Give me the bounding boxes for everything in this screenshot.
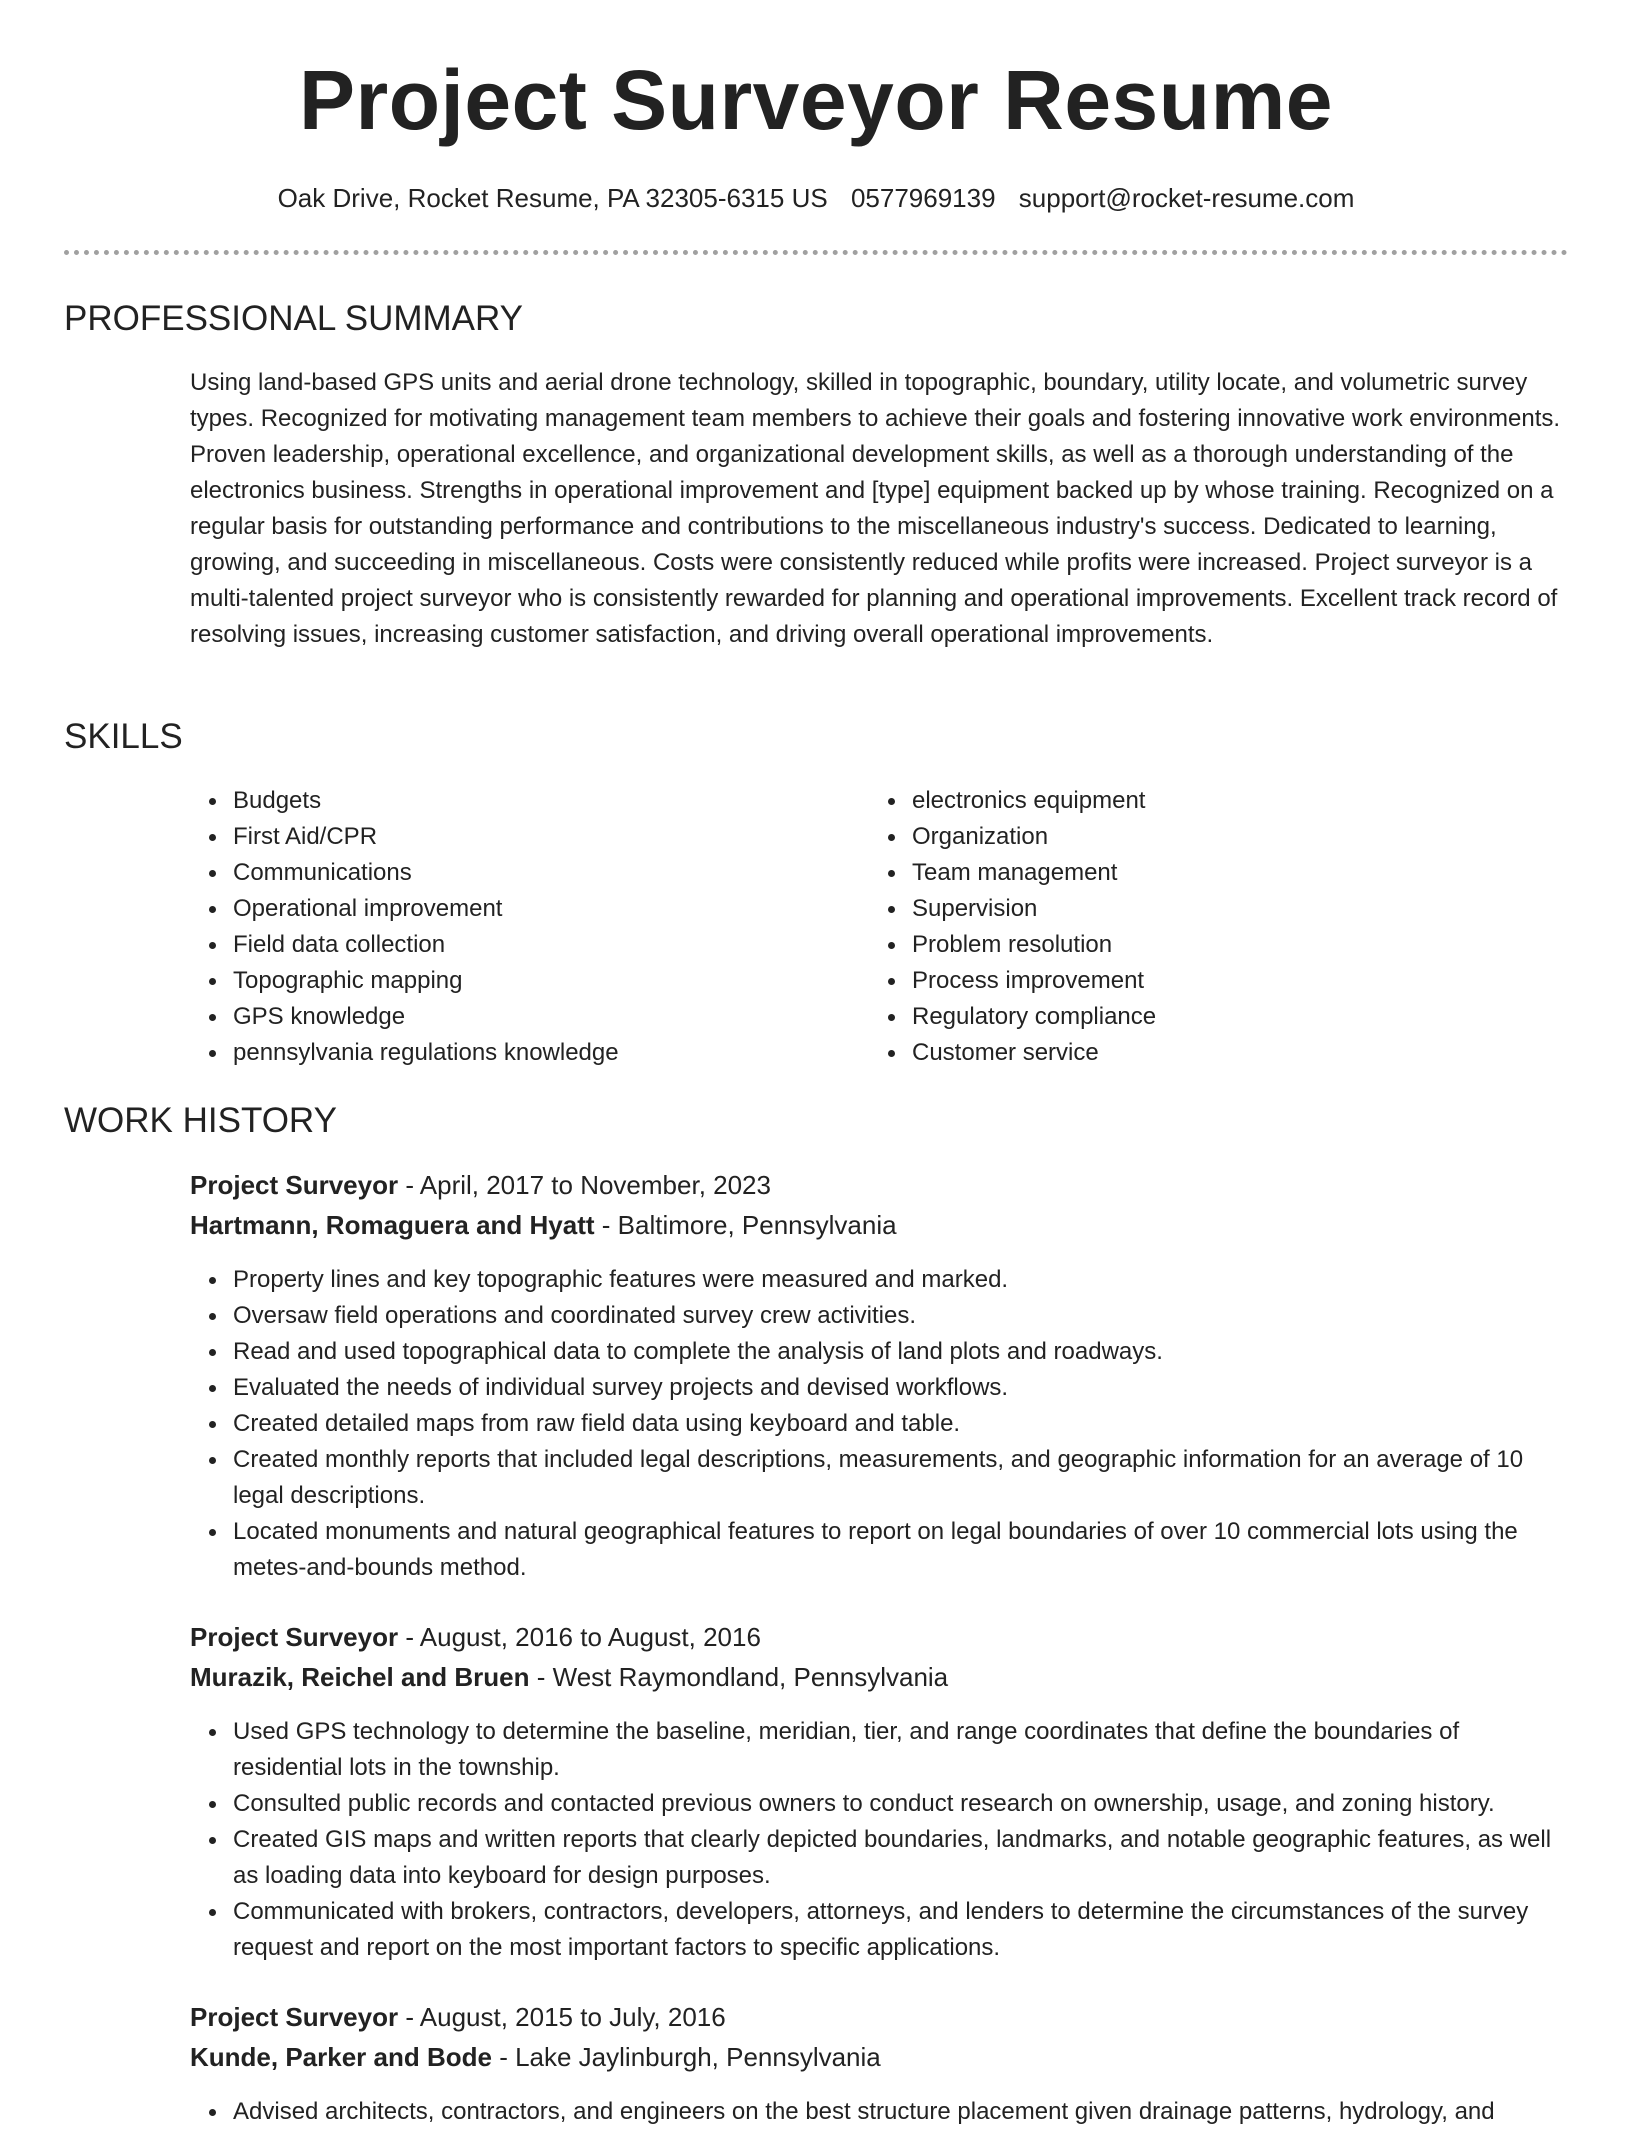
job-bullet: Created GIS maps and written reports that clearly depicted boundaries, landmarks, and notable geographic features, as well as loading data into keyboard for design purposes. bbox=[233, 1822, 1573, 1894]
job-bullet: Read and used topographical data to complete the analysis of land plots and roadways. bbox=[233, 1334, 1573, 1370]
job-bullet: Advised architects, contractors, and engineers on the best structure placement given drainage patterns, hydrology, and bbox=[233, 2094, 1573, 2130]
skill-item: Budgets bbox=[233, 783, 853, 819]
job-bullet: Created monthly reports that included legal descriptions, measurements, and geographic information for an average of 10 legal descriptions. bbox=[233, 1442, 1573, 1514]
skill-item: pennsylvania regulations knowledge bbox=[233, 1035, 853, 1071]
job-location: - Lake Jaylinburgh, Pennsylvania bbox=[491, 2042, 881, 2072]
job-title-line bbox=[190, 1170, 771, 1201]
job-dates: - April, 2017 to November, 2023 bbox=[398, 1170, 771, 1200]
skill-item: electronics equipment bbox=[912, 783, 1532, 819]
job-title: Project Surveyor bbox=[190, 1622, 399, 1652]
job-location: - West Raymondland, Pennsylvania bbox=[529, 1662, 949, 1692]
job-bullet: Evaluated the needs of individual survey projects and devised workflows. bbox=[233, 1370, 1573, 1406]
job-company-line bbox=[190, 1662, 948, 1693]
skills-list-right bbox=[912, 783, 1532, 1071]
job-bullets bbox=[233, 2094, 1573, 2130]
header-divider bbox=[64, 250, 1568, 255]
job-location: - Baltimore, Pennsylvania bbox=[594, 1210, 897, 1240]
job-title-line bbox=[190, 2002, 726, 2033]
job-title: Project Surveyor bbox=[190, 1170, 399, 1200]
work-heading: WORK HISTORY bbox=[64, 1101, 337, 1140]
skill-item: Team management bbox=[912, 855, 1532, 891]
job-bullet: Oversaw field operations and coordinated survey crew activities. bbox=[233, 1298, 1573, 1334]
job-bullets bbox=[233, 1262, 1573, 1586]
skills-heading: SKILLS bbox=[64, 717, 183, 756]
job-company: Hartmann, Romaguera and Hyatt bbox=[190, 1210, 595, 1240]
job-bullet: Located monuments and natural geographical features to report on legal boundaries of over 10 commercial lots using the metes-and-bounds method. bbox=[233, 1514, 1573, 1586]
skills-list-left bbox=[233, 783, 853, 1071]
job-title-line bbox=[190, 1622, 761, 1653]
job-dates: - August, 2015 to July, 2016 bbox=[398, 2002, 726, 2032]
job-bullet: Communicated with brokers, contractors, developers, attorneys, and lenders to determine the circumstances of the survey request and report on the most important factors to specific applications. bbox=[233, 1894, 1573, 1966]
contact-email[interactable]: support@rocket-resume.com bbox=[1018, 183, 1355, 213]
job-company-line bbox=[190, 2042, 881, 2073]
contact-line bbox=[0, 183, 1632, 214]
skill-item: Regulatory compliance bbox=[912, 999, 1532, 1035]
job-bullet: Created detailed maps from raw field data using keyboard and table. bbox=[233, 1406, 1573, 1442]
job-title: Project Surveyor bbox=[190, 2002, 399, 2032]
job-bullet: Property lines and key topographic features were measured and marked. bbox=[233, 1262, 1573, 1298]
job-dates: - August, 2016 to August, 2016 bbox=[398, 1622, 761, 1652]
summary-text: Using land-based GPS units and aerial drone technology, skilled in topographic, boundary, utility locate, and volumetric survey types. Recognized for motivating management team members to achieve their goals and fostering innovative work environments. Proven leadership, operational excellence, and organizational development skills, as well as a thorough understanding of the electronics business. Strengths in operational improvement and [type] equipment backed up by whose training. Recognized on a regular basis for outstanding performance and contributions to the miscellaneous industry's success. Dedicated to learning, growing, and succeeding in miscellaneous. Costs were consistently reduced while profits were increased. Project surveyor is a multi-talented project surveyor who is consistently rewarded for planning and operational improvements. Excellent track record of resolving issues, increasing customer satisfaction, and driving overall operational improvements. bbox=[190, 369, 1561, 648]
contact-phone: 0577969139 bbox=[850, 183, 996, 213]
job-company-line bbox=[190, 1210, 897, 1241]
job-company: Kunde, Parker and Bode bbox=[190, 2042, 492, 2072]
skill-item: Process improvement bbox=[912, 963, 1532, 999]
job-bullet: Used GPS technology to determine the baseline, meridian, tier, and range coordinates that define the boundaries of residential lots in the township. bbox=[233, 1714, 1573, 1786]
skill-item: GPS knowledge bbox=[233, 999, 853, 1035]
job-bullet: Consulted public records and contacted previous owners to conduct research on ownership, usage, and zoning history. bbox=[233, 1786, 1573, 1822]
skill-item: Operational improvement bbox=[233, 891, 853, 927]
skill-item: Communications bbox=[233, 855, 853, 891]
skill-item: First Aid/CPR bbox=[233, 819, 853, 855]
job-bullets bbox=[233, 1714, 1573, 1966]
skill-item: Problem resolution bbox=[912, 927, 1532, 963]
skill-item: Field data collection bbox=[233, 927, 853, 963]
skill-item: Supervision bbox=[912, 891, 1532, 927]
page-title: Project Surveyor Resume bbox=[299, 53, 1333, 147]
skill-item: Topographic mapping bbox=[233, 963, 853, 999]
contact-address: Oak Drive, Rocket Resume, PA 32305-6315 US bbox=[277, 183, 828, 213]
job-company: Murazik, Reichel and Bruen bbox=[190, 1662, 530, 1692]
summary-heading: PROFESSIONAL SUMMARY bbox=[64, 299, 523, 338]
skill-item: Customer service bbox=[912, 1035, 1532, 1071]
skill-item: Organization bbox=[912, 819, 1532, 855]
